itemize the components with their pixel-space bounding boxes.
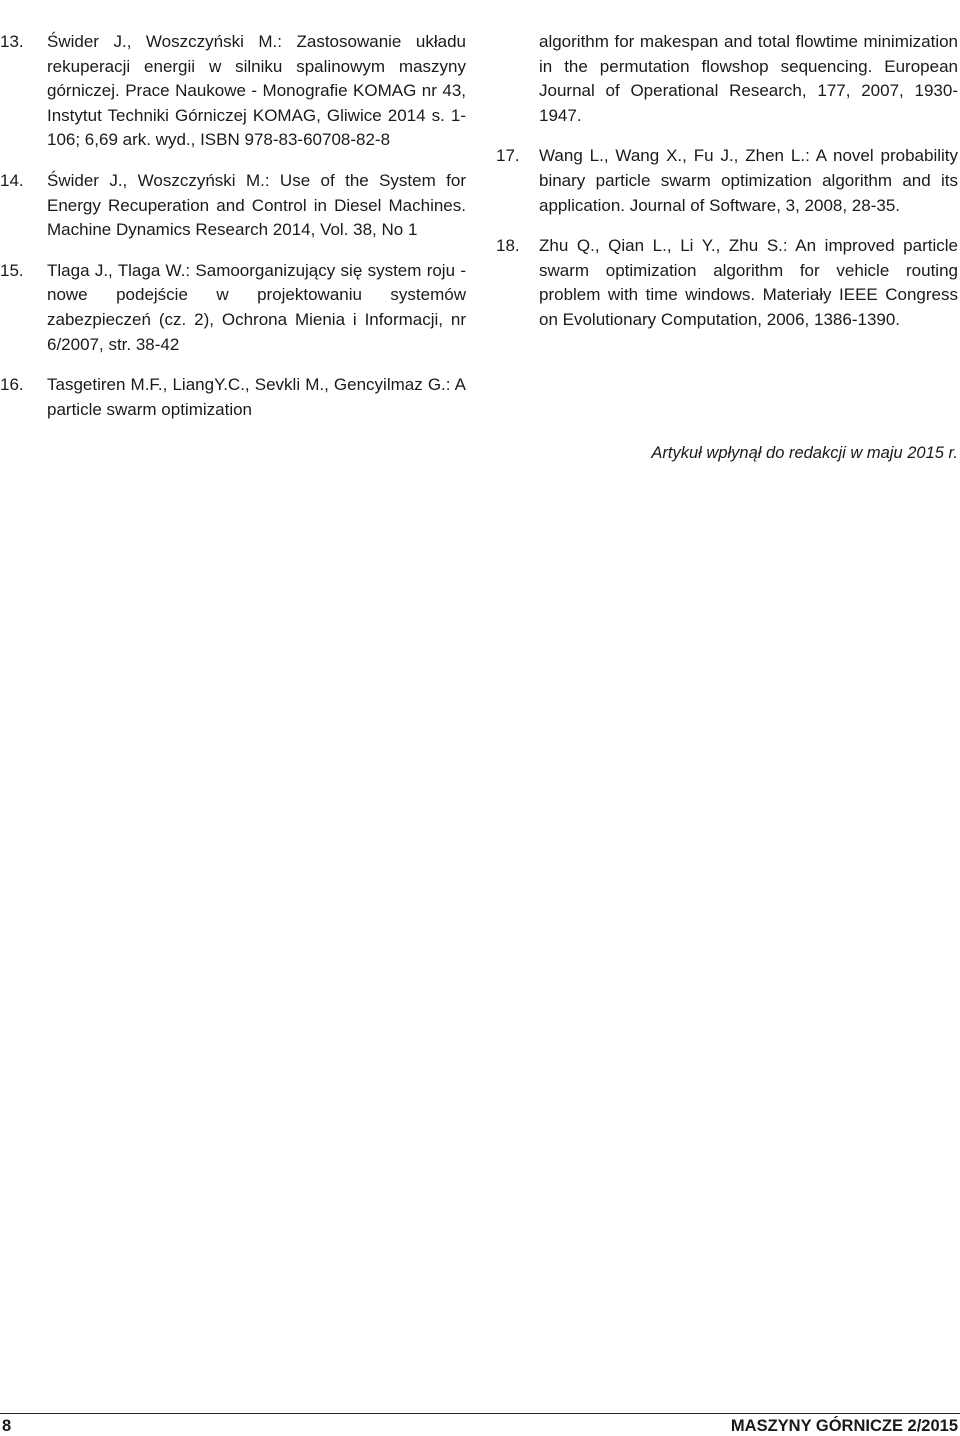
reference-number: 18. [496, 236, 520, 256]
reference-13 [0, 30, 466, 153]
reference-text: Tlaga J., Tlaga W.: Samoorganizujący się system roju - nowe podejście w projektowaniu systemów zabezpieczeń (cz. 2), Ochrona Mienia i Informacji, nr 6/2007, str. 38-42 [47, 260, 466, 354]
reference-16 [0, 373, 466, 422]
reference-14 [0, 169, 466, 243]
reference-text: Zhu Q., Qian L., Li Y., Zhu S.: An improved particle swarm optimization algorithm for vehicle routing problem with time windows. Materiały IEEE Congress on Evolutionary Computation, 2006, 1386-1390. [539, 236, 958, 329]
reference-16-continuation: algorithm for makespan and total flowtime minimization in the permutation flowshop sequencing. European Journal of Operational Research, 177, 2007, 1930-1947. [539, 32, 958, 125]
reference-number: 16. [0, 375, 24, 395]
reference-number: 15. [0, 260, 24, 280]
reference-number: 17. [496, 146, 520, 166]
reference-number: 13. [0, 32, 24, 51]
journal-name: MASZYNY GÓRNICZE 2/2015 [730, 1417, 958, 1435]
reference-15 [0, 259, 466, 357]
received-note: Artykuł wpłynął do redakcji w maju 2015 r. [651, 444, 958, 462]
reference-17 [496, 144, 958, 218]
references-left-column [0, 30, 466, 438]
reference-18 [496, 234, 958, 332]
references-right-column [496, 30, 958, 349]
reference-text: Świder J., Woszczyński M.: Use of the System for Energy Recuperation and Control in Diesel Machines. Machine Dynamics Research 2014, Vol. 38, No 1 [47, 170, 466, 240]
reference-text: Świder J., Woszczyński M.: Zastosowanie układu rekuperacji energii w silniku spalinowym maszyny górniczej. Prace Naukowe - Monografie KOMAG nr 43, Instytut Techniki Górniczej KOMAG, Gliwice 2014 s. 1-106; 6,69 ark. wyd., ISBN 978-83-60708-82-8 [47, 32, 466, 150]
reference-number: 14. [0, 170, 24, 190]
reference-text: Tasgetiren M.F., LiangY.C., Sevkli M., Gencyilmaz G.: A particle swarm optimization [47, 375, 466, 419]
page-number: 8 [2, 1417, 12, 1435]
footer-divider [0, 1413, 960, 1414]
reference-text: Wang L., Wang X., Fu J., Zhen L.: A novel probability binary particle swarm optimization algorithm and its application. Journal of Software, 3, 2008, 28-35. [539, 146, 958, 215]
